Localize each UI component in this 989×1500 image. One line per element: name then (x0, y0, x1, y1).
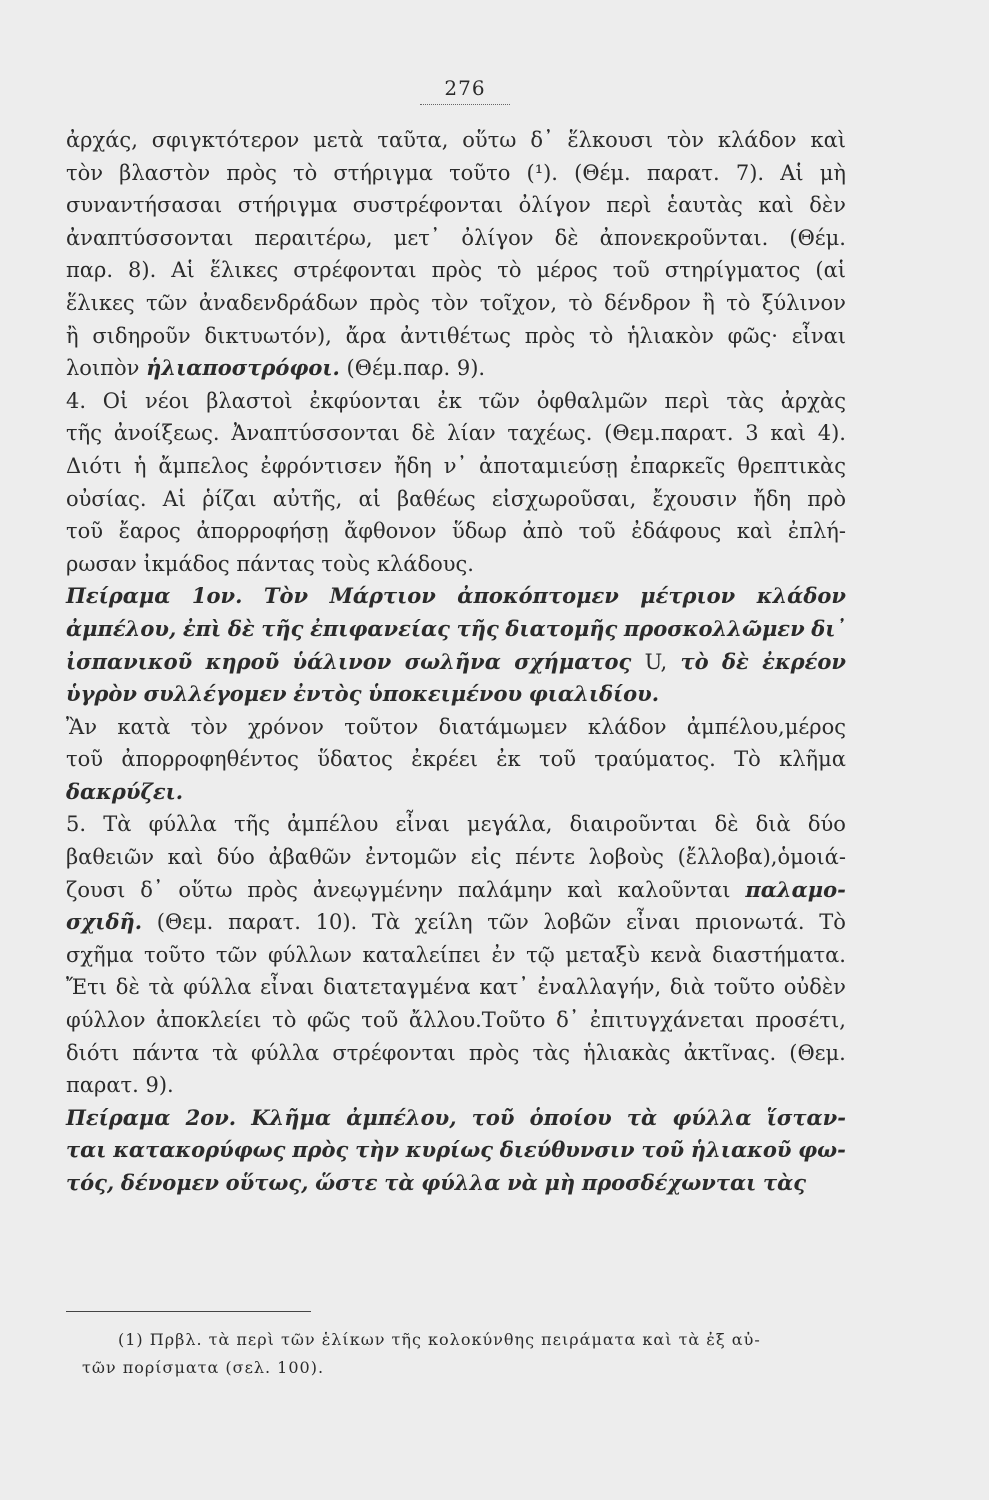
text-line: ὑγρὸν συλλέγομεν ἐντὸς ὑποκειμένου φιαλιδίου. (66, 681, 660, 707)
text-line: τοῦ ἀπορροφηθέντος ὕδατος ἐκρέει ἐκ τοῦ τραύματος. Τὸ κλῆμα (66, 747, 846, 772)
text-line: ἀρχάς, σφιγκτότερον μετὰ ταῦτα, οὕτω δ᾽ ἕλκουσι τὸν κλάδον καὶ (66, 128, 846, 152)
footnote-line: (1) Πρβλ. τὰ περὶ τῶν ἑλίκων τῆς κολοκύνθης πειράματα καὶ τὰ ἐξ αὐ- (118, 1330, 761, 1349)
text-line: 5. Τὰ φύλλα τῆς ἀμπέλου εἶναι μεγάλα, διαιροῦνται δὲ διὰ δύο (66, 812, 846, 837)
text-line: Ἔτι δὲ τὰ φύλλα εἶναι διατεταγμένα κατ᾽ ἐναλλαγήν, διὰ τοῦτο οὐδὲν (66, 975, 846, 1000)
text-line: λοιπὸν ἡλιαποστρόφοι. (Θέμ.παρ. 9). (66, 355, 486, 381)
text-line: παρατ. 9). (66, 1073, 174, 1098)
text-line: παρ. 8). Αἱ ἕλικες στρέφονται πρὸς τὸ μέρος τοῦ στηρίγματος (αἱ (66, 258, 846, 283)
text-line: οὐσίας. Αἱ ῥίζαι αὐτῆς, αἱ βαθέως εἰσχωροῦσαι, ἔχουσιν ἤδη πρὸ (66, 486, 846, 511)
text-line: τῆς ἀνοίξεως. Ἀναπτύσσονται δὲ λίαν ταχέως. (Θεμ.παρατ. 3 καὶ 4). (66, 421, 846, 446)
text-line: ἀναπτύσσονται περαιτέρω, μετ᾽ ὀλίγον δὲ ἀπονεκροῦνται. (Θέμ. (66, 225, 846, 250)
text-line: βαθειῶν καὶ δύο ἀβαθῶν ἐντομῶν εἰς πέντε λοβοὺς (ἔλλοβα),ὁμοιά- (66, 845, 846, 870)
text-line: Πείραμα 2ον. Κλῆμα ἀμπέλου, τοῦ ὁποίου τὰ φύλλα ἵσταν- (66, 1104, 846, 1130)
text-line: διότι πάντα τὰ φύλλα στρέφονται πρὸς τὰς ἡλιακὰς ἀκτῖνας. (Θεμ. (66, 1040, 846, 1065)
text-line: ἀμπέλου, ἐπὶ δὲ τῆς ἐπιφανείας τῆς διατομῆς προσκολλῶμεν δι᾽ (66, 615, 846, 641)
text-line: σχῆμα τοῦτο τῶν φύλλων καταλείπει ἐν τῷ μεταξὺ κενὰ διαστήματα. (66, 942, 846, 967)
text-line: ἢ σιδηροῦν δικτυωτόν), ἄρα ἀντιθέτως πρὸς τὸ ἡλιακὸν φῶς· εἶναι (66, 323, 846, 348)
text-line: ται κατακορύφως πρὸς τὴν κυρίως διεύθυνσιν τοῦ ἡλιακοῦ φω- (66, 1137, 846, 1163)
footnote-line: τῶν πορίσματα (σελ. 100). (82, 1358, 325, 1377)
text-line: φύλλον ἀποκλείει τὸ φῶς τοῦ ἄλλου.Τοῦτο δ᾽ ἐπιτυγχάνεται προσέτι, (66, 1008, 846, 1033)
page-number: 276 (420, 76, 510, 105)
text-line: ἰσπανικοῦ κηροῦ ὑάλινον σωλῆνα σχήματος U, τὸ δὲ ἐκρέον (66, 648, 846, 674)
text-line: 4. Οἱ νέοι βλαστοὶ ἐκφύονται ἐκ τῶν ὀφθαλμῶν περὶ τὰς ἀρχὰς (66, 388, 846, 413)
footnote-rule (66, 1311, 311, 1312)
text-line: δακρύζει. (66, 778, 184, 804)
footnotes (82, 1326, 853, 1382)
body-text (66, 124, 846, 1200)
text-line: ρωσαν ἰκμάδος πάντας τοὺς κλάδους. (66, 551, 474, 576)
text-line: Πείραμα 1ον. Τὸν Μάρτιον ἀποκόπτομεν μέτριον κλάδον (66, 583, 846, 609)
text-line: σχιδῆ. (Θεμ. παρατ. 10). Τὰ χείλη τῶν λοβῶν εἶναι πριονωτά. Τὸ (66, 909, 846, 935)
text-line: Ἂν κατὰ τὸν χρόνον τοῦτον διατάμωμεν κλάδον ἀμπέλου,μέρος (66, 714, 846, 739)
text-line: ζουσι δ᾽ οὕτω πρὸς ἀνεῳγμένην παλάμην καὶ καλοῦνται παλαμο- (66, 876, 846, 902)
text-line: τὸν βλαστὸν πρὸς τὸ στήριγμα τοῦτο (¹). (Θέμ. παρατ. 7). Αἱ μὴ (66, 160, 846, 185)
text-line: ἕλικες τῶν ἀναδενδράδων πρὸς τὸν τοῖχον, τὸ δένδρον ἢ τὸ ξύλινον (66, 290, 846, 315)
text-line: τοῦ ἔαρος ἀπορροφήσῃ ἄφθονον ὕδωρ ἀπὸ τοῦ ἐδάφους καὶ ἐπλή- (66, 519, 846, 544)
text-line: Διότι ἡ ἄμπελος ἐφρόντισεν ἤδη ν᾽ ἀποταμιεύσῃ ἐπαρκεῖς θρεπτικὰς (66, 453, 846, 478)
text-line: τός, δένομεν οὕτως, ὥστε τὰ φύλλα νὰ μὴ προσδέχωνται τὰς (66, 1170, 807, 1195)
text-line: συναντήσασαι στήριγμα συστρέφονται ὀλίγον περὶ ἑαυτὰς καὶ δὲν (66, 193, 846, 218)
